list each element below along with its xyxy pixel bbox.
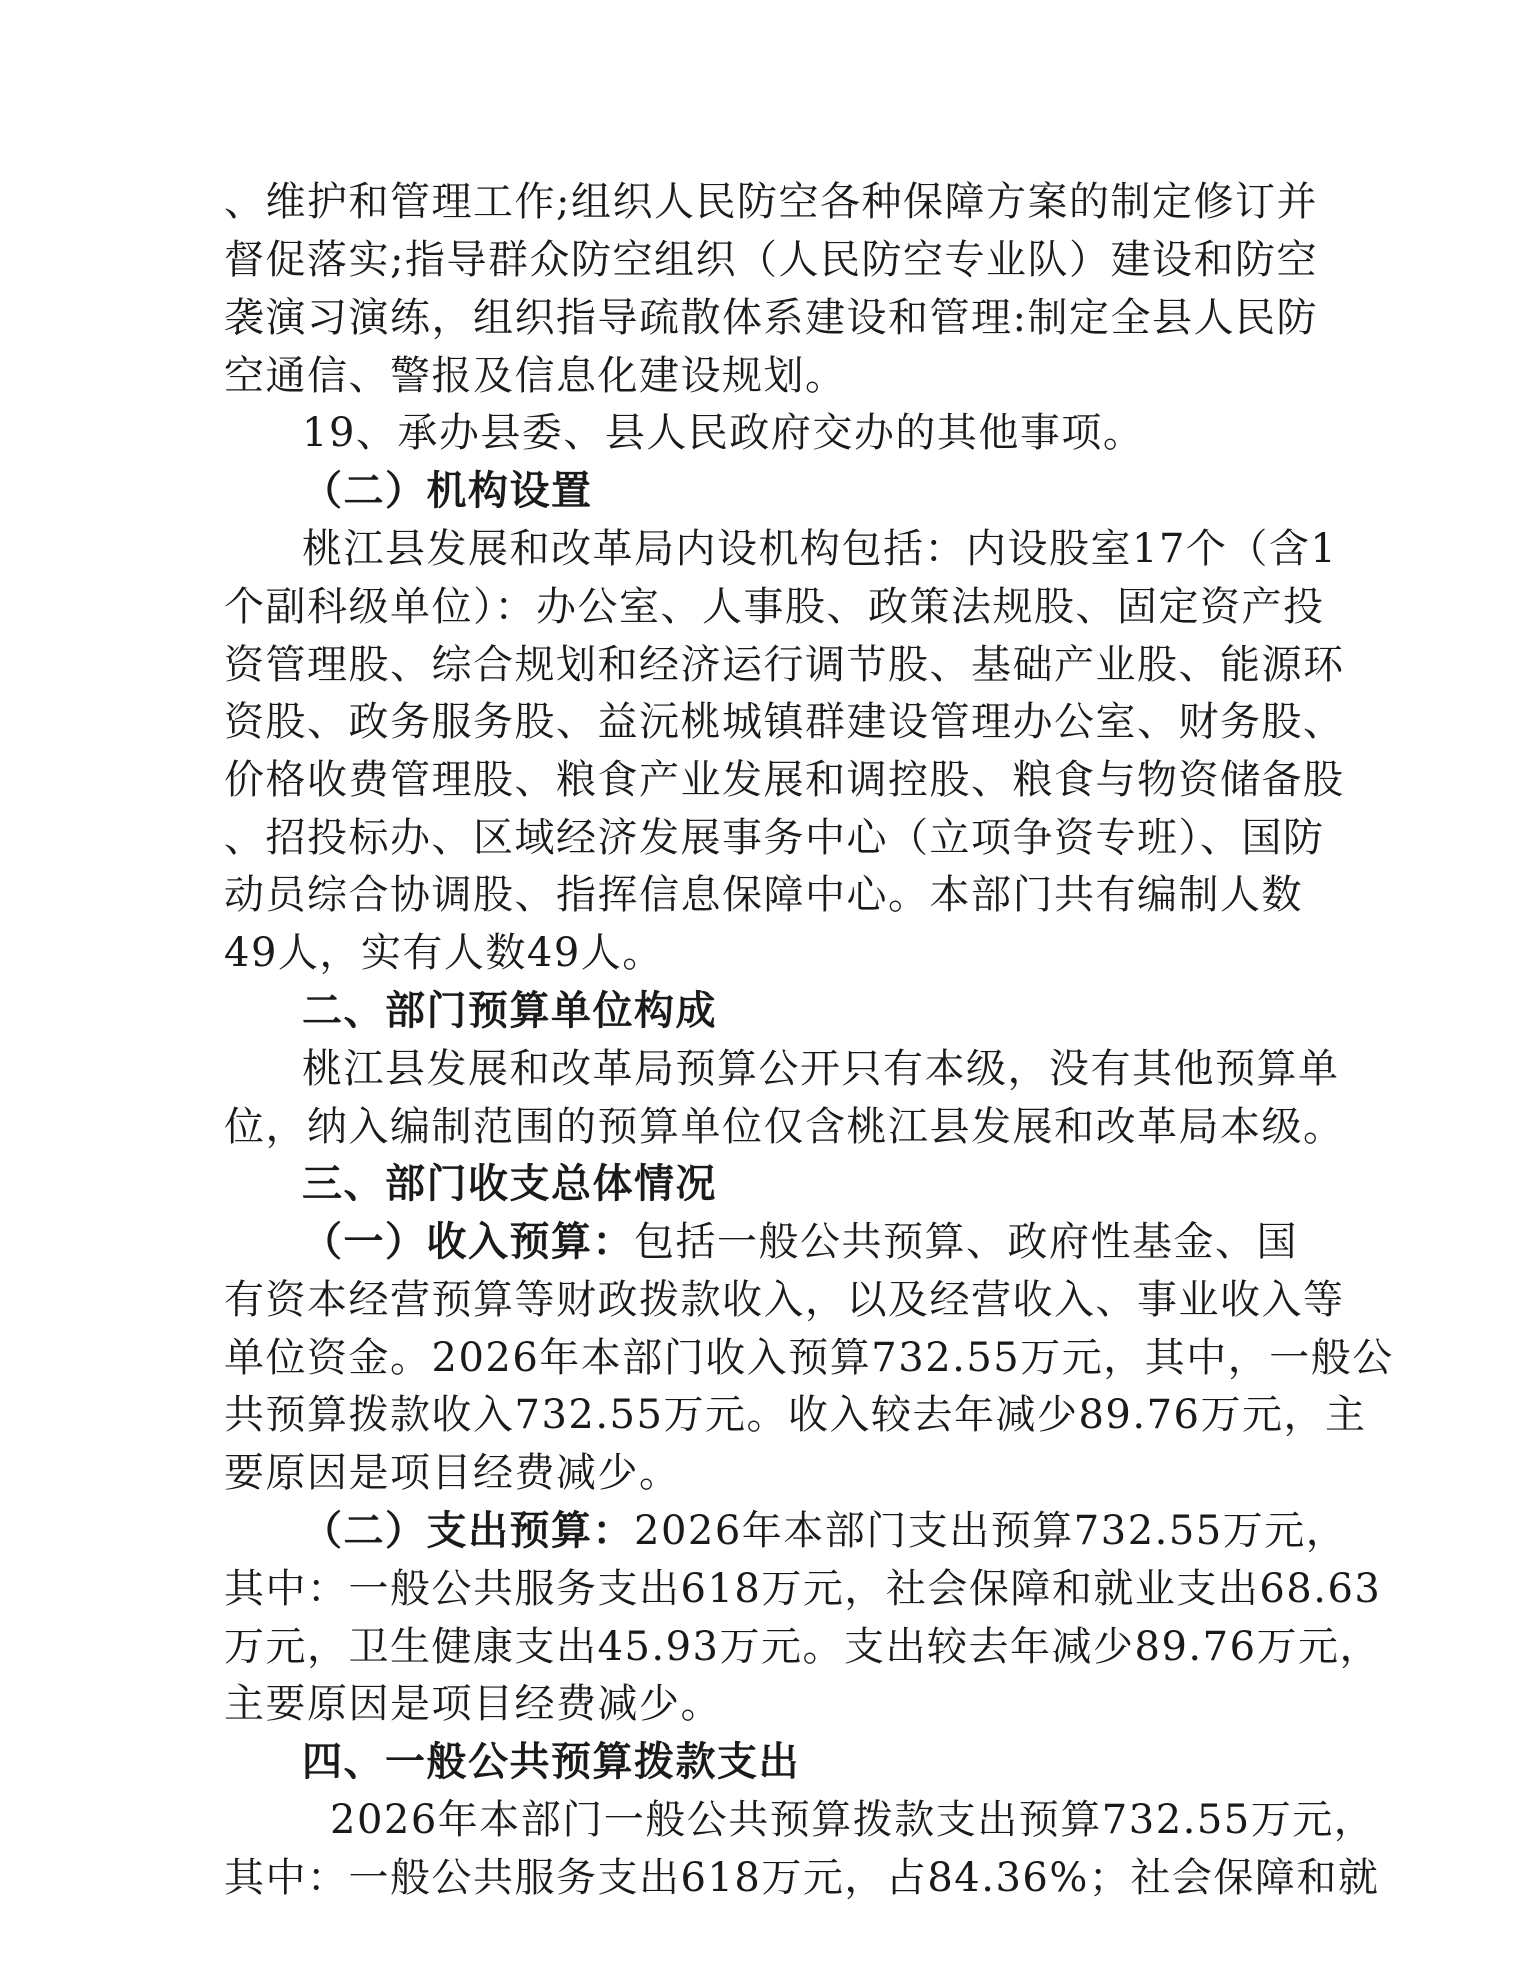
paragraph-line: 空通信、警报及信息化建设规划。 — [224, 353, 847, 399]
paragraph-line: 49人，实有人数49人。 — [224, 930, 664, 976]
inline-text: 包括一般公共预算、政府性基金、国 — [634, 1219, 1298, 1265]
paragraph-line: 要原因是项目经费减少。 — [224, 1450, 681, 1496]
paragraph-line: 共预算拨款收入732.55万元。收入较去年减少89.76万元，主 — [224, 1392, 1367, 1438]
paragraph-line: 万元，卫生健康支出45.93万元。支出较去年减少89.76万元， — [224, 1624, 1382, 1670]
inline-text: 2026年本部门支出预算732.55万元， — [634, 1508, 1348, 1554]
paragraph-line: 桃江县发展和改革局预算公开只有本级，没有其他预算单 — [302, 1046, 1340, 1092]
paragraph-line: 资管理股、综合规划和经济运行调节股、基础产业股、能源环 — [224, 642, 1345, 688]
paragraph-line: 动员综合协调股、指挥信息保障中心。本部门共有编制人数 — [224, 872, 1303, 918]
section-heading: 三、部门收支总体情况 — [302, 1160, 717, 1207]
section-heading: 二、部门预算单位构成 — [302, 987, 717, 1034]
paragraph-line: 桃江县发展和改革局内设机构包括：内设股室17个（含1 — [302, 526, 1338, 572]
paragraph-line: 价格收费管理股、粮食产业发展和调控股、粮食与物资储备股 — [224, 757, 1345, 803]
paragraph-line: 督促落实;指导群众防空组织（人民防空专业队）建设和防空 — [224, 237, 1318, 283]
inline-heading: （一）收入预算： — [302, 1218, 634, 1265]
paragraph-line: 个副科级单位）：办公室、人事股、政策法规股、固定资产投 — [224, 584, 1325, 630]
paragraph-line: 2026年本部门一般公共预算拨款支出预算732.55万元， — [330, 1797, 1376, 1843]
inline-heading: （二）支出预算： — [302, 1507, 634, 1554]
paragraph-line: 其中：一般公共服务支出618万元，占84.36%；社会保障和就 — [224, 1855, 1380, 1901]
section-heading: 四、一般公共预算拨款支出 — [302, 1738, 800, 1785]
paragraph-line: 袭演习演练，组织指导疏散体系建设和管理:制定全县人民防 — [224, 295, 1318, 341]
paragraph-line: 、维护和管理工作;组织人民防空各种保障方案的制定修订并 — [224, 179, 1318, 225]
paragraph-line — [302, 1213, 1298, 1271]
paragraph-line — [302, 1502, 1347, 1560]
paragraph-line: 资股、政务服务股、益沅桃城镇群建设管理办公室、财务股、 — [224, 699, 1345, 745]
paragraph-line: 、招投标办、区域经济发展事务中心（立项争资专班）、国防 — [224, 815, 1325, 861]
paragraph-line: 位，纳入编制范围的预算单位仅含桃江县发展和改革局本级。 — [224, 1104, 1345, 1150]
paragraph-line: 其中：一般公共服务支出618万元，社会保障和就业支出68.63 — [224, 1566, 1382, 1612]
paragraph-line: 19、承办县委、县人民政府交办的其他事项。 — [302, 410, 1145, 456]
paragraph-line: 单位资金。2026年本部门收入预算732.55万元，其中，一般公 — [224, 1335, 1394, 1381]
paragraph-line: 有资本经营预算等财政拨款收入，以及经营收入、事业收入等 — [224, 1277, 1345, 1323]
paragraph-line: 主要原因是项目经费减少。 — [224, 1681, 722, 1727]
section-heading: （二）机构设置 — [302, 467, 593, 514]
